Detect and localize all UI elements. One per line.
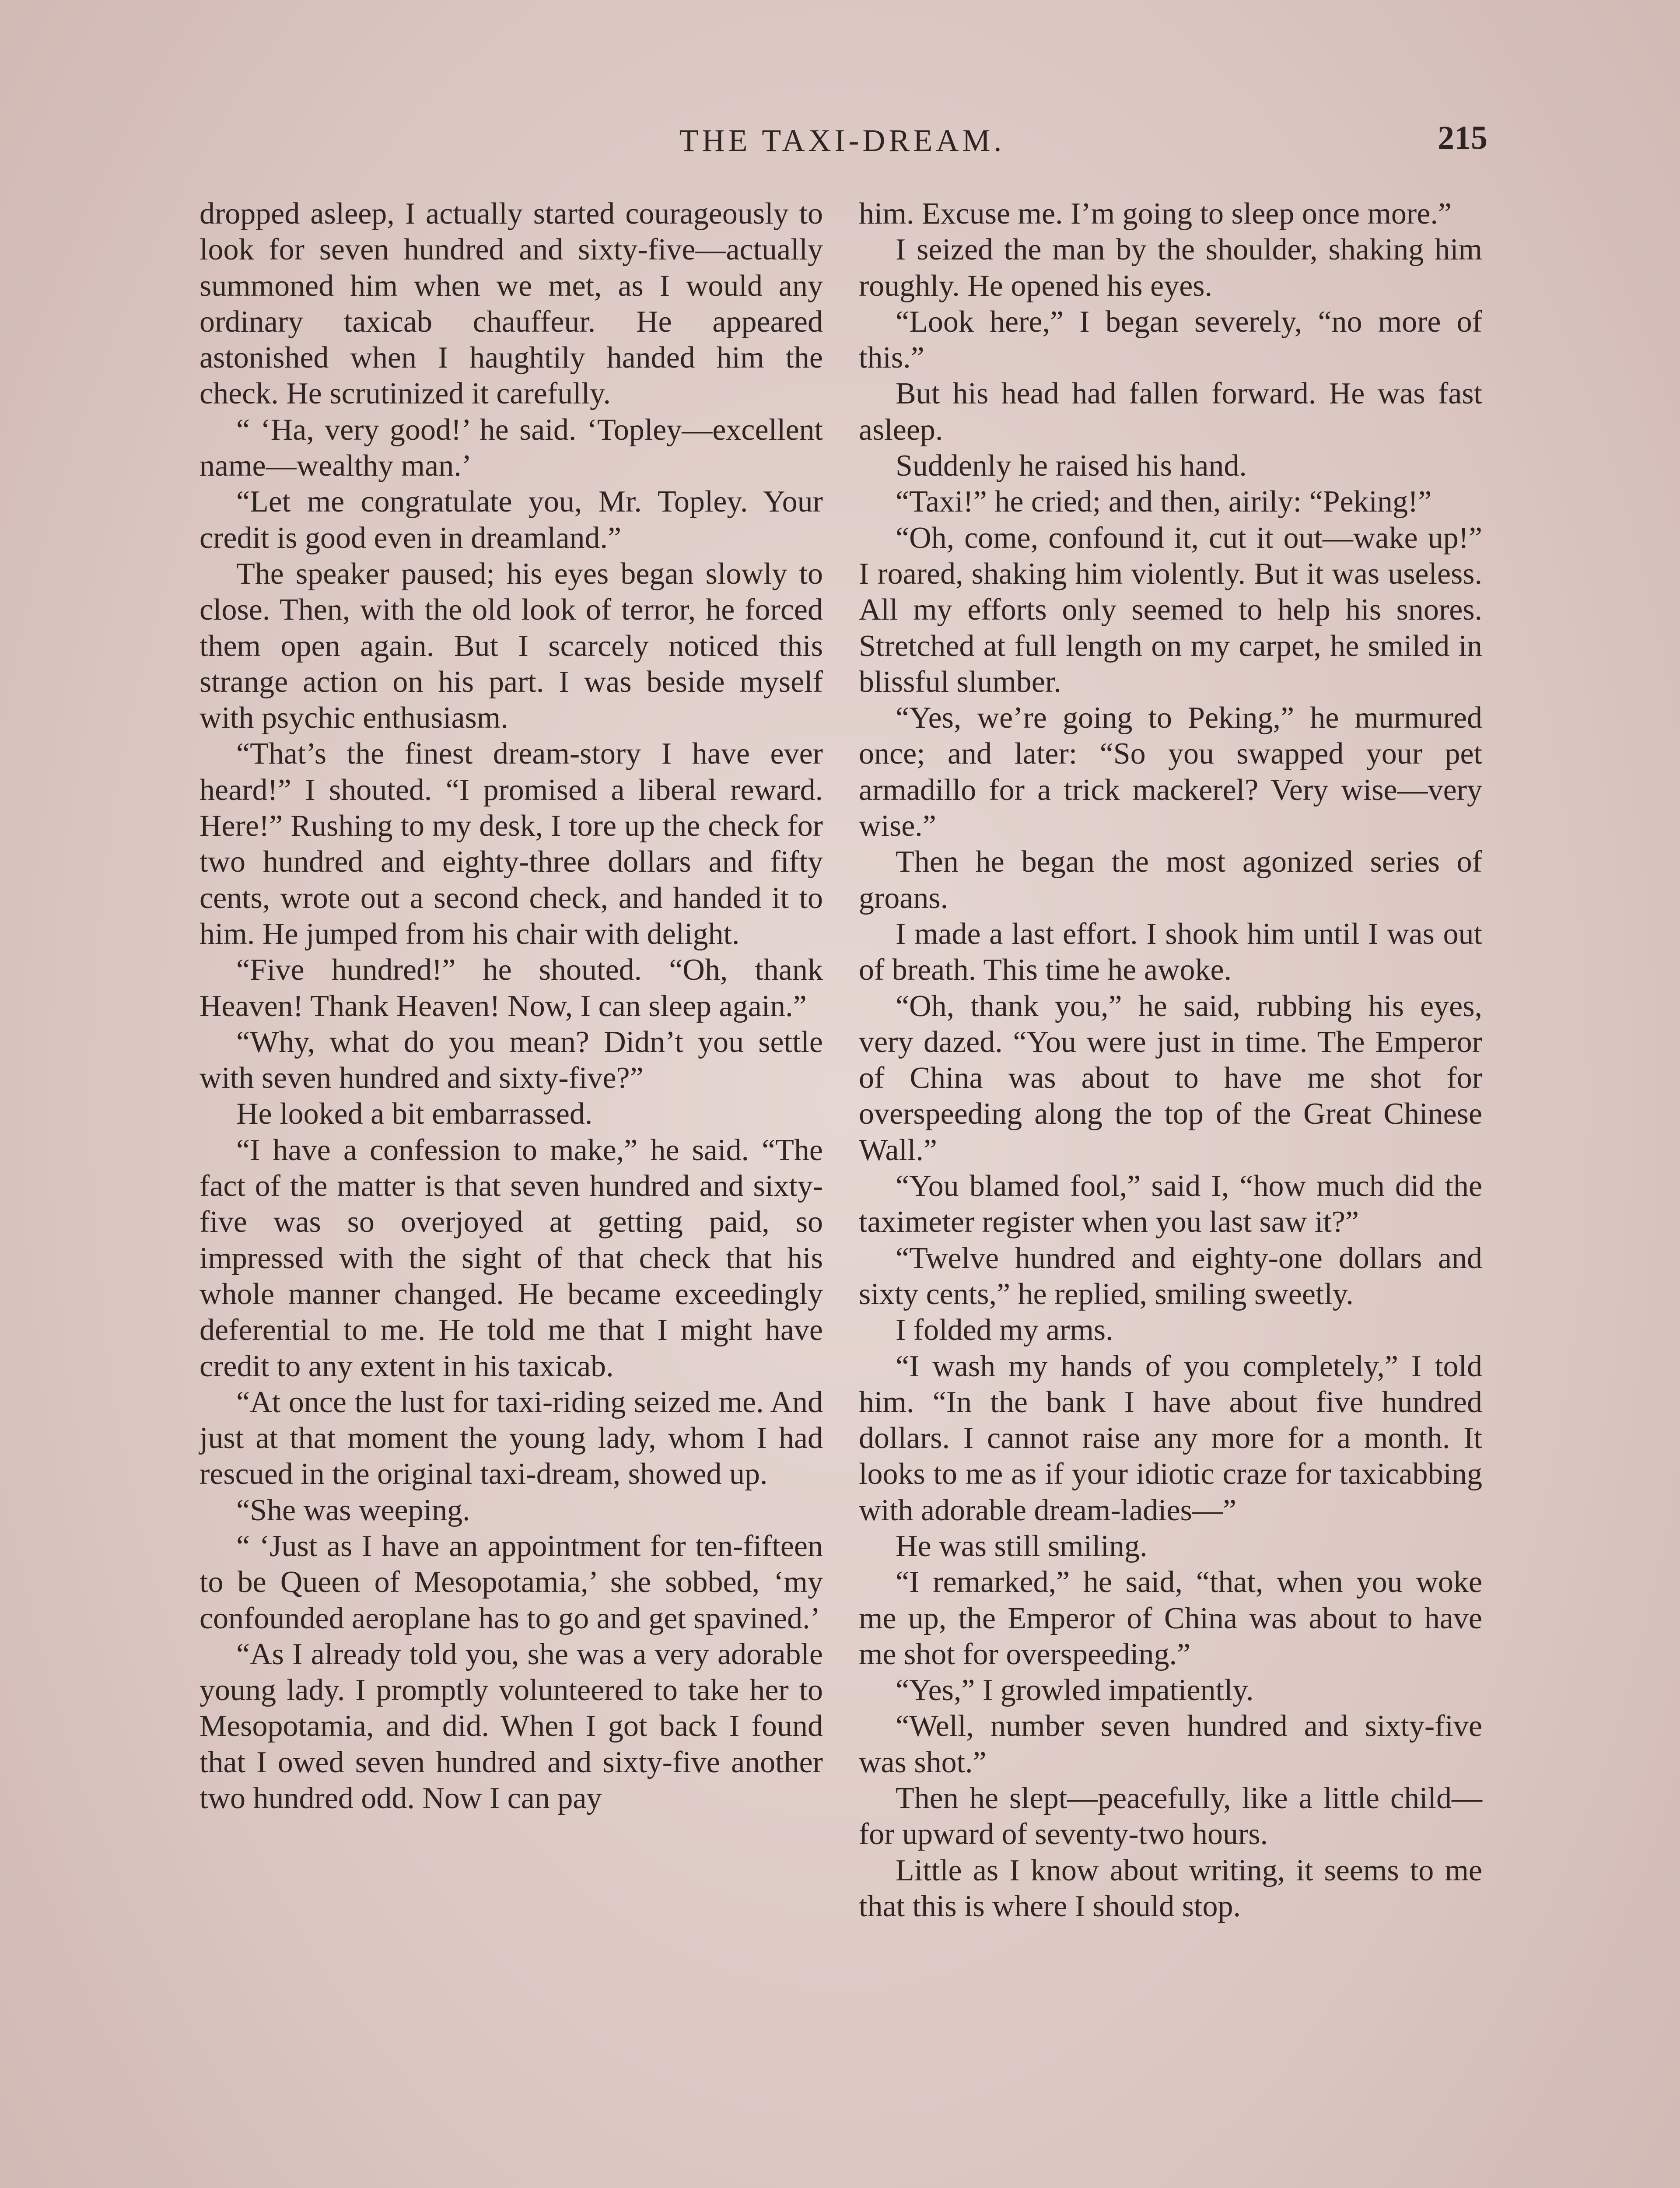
paragraph: “Yes,” I growled impatiently. xyxy=(896,1673,1254,1708)
paragraph: “Yes, we’re going to Peking,” he murmured once; and later: “So you swapped your pet armadillo for a trick mackerel? Very wise—very wise.” xyxy=(859,701,1482,843)
page-number: 215 xyxy=(1438,119,1488,156)
paragraph: “I wash my hands of you completely,” I told him. “In the bank I have about five hundred dollars. I cannot raise any more for a month. It looks to me as if your idiotic craze for taxicabbing with adorable dream-ladies—” xyxy=(859,1349,1482,1527)
paragraph: “I remarked,” he said, “that, when you woke me up, the Emperor of China was about to have me shot for overspeeding.” xyxy=(859,1565,1482,1671)
paragraph: “At once the lust for taxi-riding seized me. And just at that moment the young lady, whom I had rescued in the original taxi-dream, showed up. xyxy=(200,1385,823,1491)
paragraph: I seized the man by the shoulder, shaking him roughly. He opened his eyes. xyxy=(859,233,1482,303)
paragraph: “ ‘Just as I have an appointment for ten-fifteen to be Queen of Mesopotamia,’ she sobbed, ‘my confounded aeroplane has to go and get spavined.’ xyxy=(200,1529,823,1635)
paragraph: him. Excuse me. I’m going to sleep once more.” xyxy=(859,197,1452,231)
paragraph: He looked a bit embarrassed. xyxy=(236,1097,593,1131)
paragraph: “Look here,” I began severely, “no more of this.” xyxy=(859,305,1482,375)
paragraph: “I have a confession to make,” he said. “The fact of the matter is that seven hundred and sixty-five was so overjoyed at getting paid, so impressed with the sight of that check that his whole manner changed. He became exceedingly deferential to me. He told me that I might have credit to any extent in his taxicab. xyxy=(200,1133,823,1383)
paragraph: “She was weeping. xyxy=(236,1493,470,1527)
running-head xyxy=(197,119,1488,167)
paragraph: I made a last effort. I shook him until I was out of breath. This time he awoke. xyxy=(859,917,1482,987)
paragraph: Then he began the most agonized series of groans. xyxy=(859,845,1482,915)
paragraph: “Twelve hundred and eighty-one dollars and sixty cents,” he replied, smiling sweetly. xyxy=(859,1241,1482,1311)
paragraph: “Five hundred!” he shouted. “Oh, thank Heaven! Thank Heaven! Now, I can sleep again.” xyxy=(200,953,823,1023)
paragraph: “Let me congratulate you, Mr. Topley. Your credit is good even in dreamland.” xyxy=(200,485,823,555)
paragraph: “Well, number seven hundred and sixty-five was shot.” xyxy=(859,1709,1482,1779)
paragraph: “Oh, come, confound it, cut it out—wake up!” I roared, shaking him violently. But it was useless. All my efforts only seemed to help his snores. Stretched at full length on my carpet, he smiled in blissful slumber. xyxy=(859,521,1482,699)
paragraph: He was still smiling. xyxy=(896,1529,1148,1563)
paragraph: “As I already told you, she was a very adorable young lady. I promptly volunteered to take her to Mesopotamia, and did. When I got back I found that I owed seven hundred and sixty-five another two hundred odd. Now I can pay xyxy=(200,1637,823,1816)
paragraph: “That’s the finest dream-story I have ever heard!” I shouted. “I promised a liberal reward. Here!” Rushing to my desk, I tore up the check for two hundred and eighty-three dollars and fifty cents, wrote out a second check, and handed it to him. He jumped from his chair with delight. xyxy=(200,737,823,951)
paragraph: “Why, what do you mean? Didn’t you settle with seven hundred and sixty-five?” xyxy=(200,1025,823,1095)
right-column xyxy=(859,196,1482,1925)
paragraph: Suddenly he raised his hand. xyxy=(896,449,1247,483)
paragraph: “You blamed fool,” said I, “how much did the taximeter register when you last saw it?” xyxy=(859,1169,1482,1239)
paragraph: But his head had fallen forward. He was fast asleep. xyxy=(859,377,1482,447)
paragraph: “ ‘Ha, very good!’ he said. ‘Topley—excellent name—wealthy man.’ xyxy=(200,413,823,483)
left-column xyxy=(200,196,823,1816)
paragraph: “Taxi!” he cried; and then, airily: “Peking!” xyxy=(896,485,1432,519)
paragraph: Then he slept—peacefully, like a little child—for upward of seventy-two hours. xyxy=(859,1781,1482,1851)
paragraph: “Oh, thank you,” he said, rubbing his eyes, very dazed. “You were just in time. The Emperor of China was about to have me shot for overspeeding along the top of the Great Chinese Wall.” xyxy=(859,989,1482,1167)
paragraph: The speaker paused; his eyes began slowly to close. Then, with the old look of terror, he forced them open again. But I scarcely noticed this strange action on his part. I was beside myself with psychic enthusiasm. xyxy=(200,557,823,735)
paragraph: I folded my arms. xyxy=(896,1313,1113,1347)
paragraph: Little as I know about writing, it seems to me that this is where I should stop. xyxy=(859,1853,1482,1923)
paragraph: dropped asleep, I actually started courageously to look for seven hundred and sixty-five—actually summoned him when we met, as I would any ordinary taxicab chauffeur. He appeared astonished when I haughtily handed him the check. He scrutinized it carefully. xyxy=(200,197,823,411)
running-title: THE TAXI-DREAM. xyxy=(679,123,1005,158)
